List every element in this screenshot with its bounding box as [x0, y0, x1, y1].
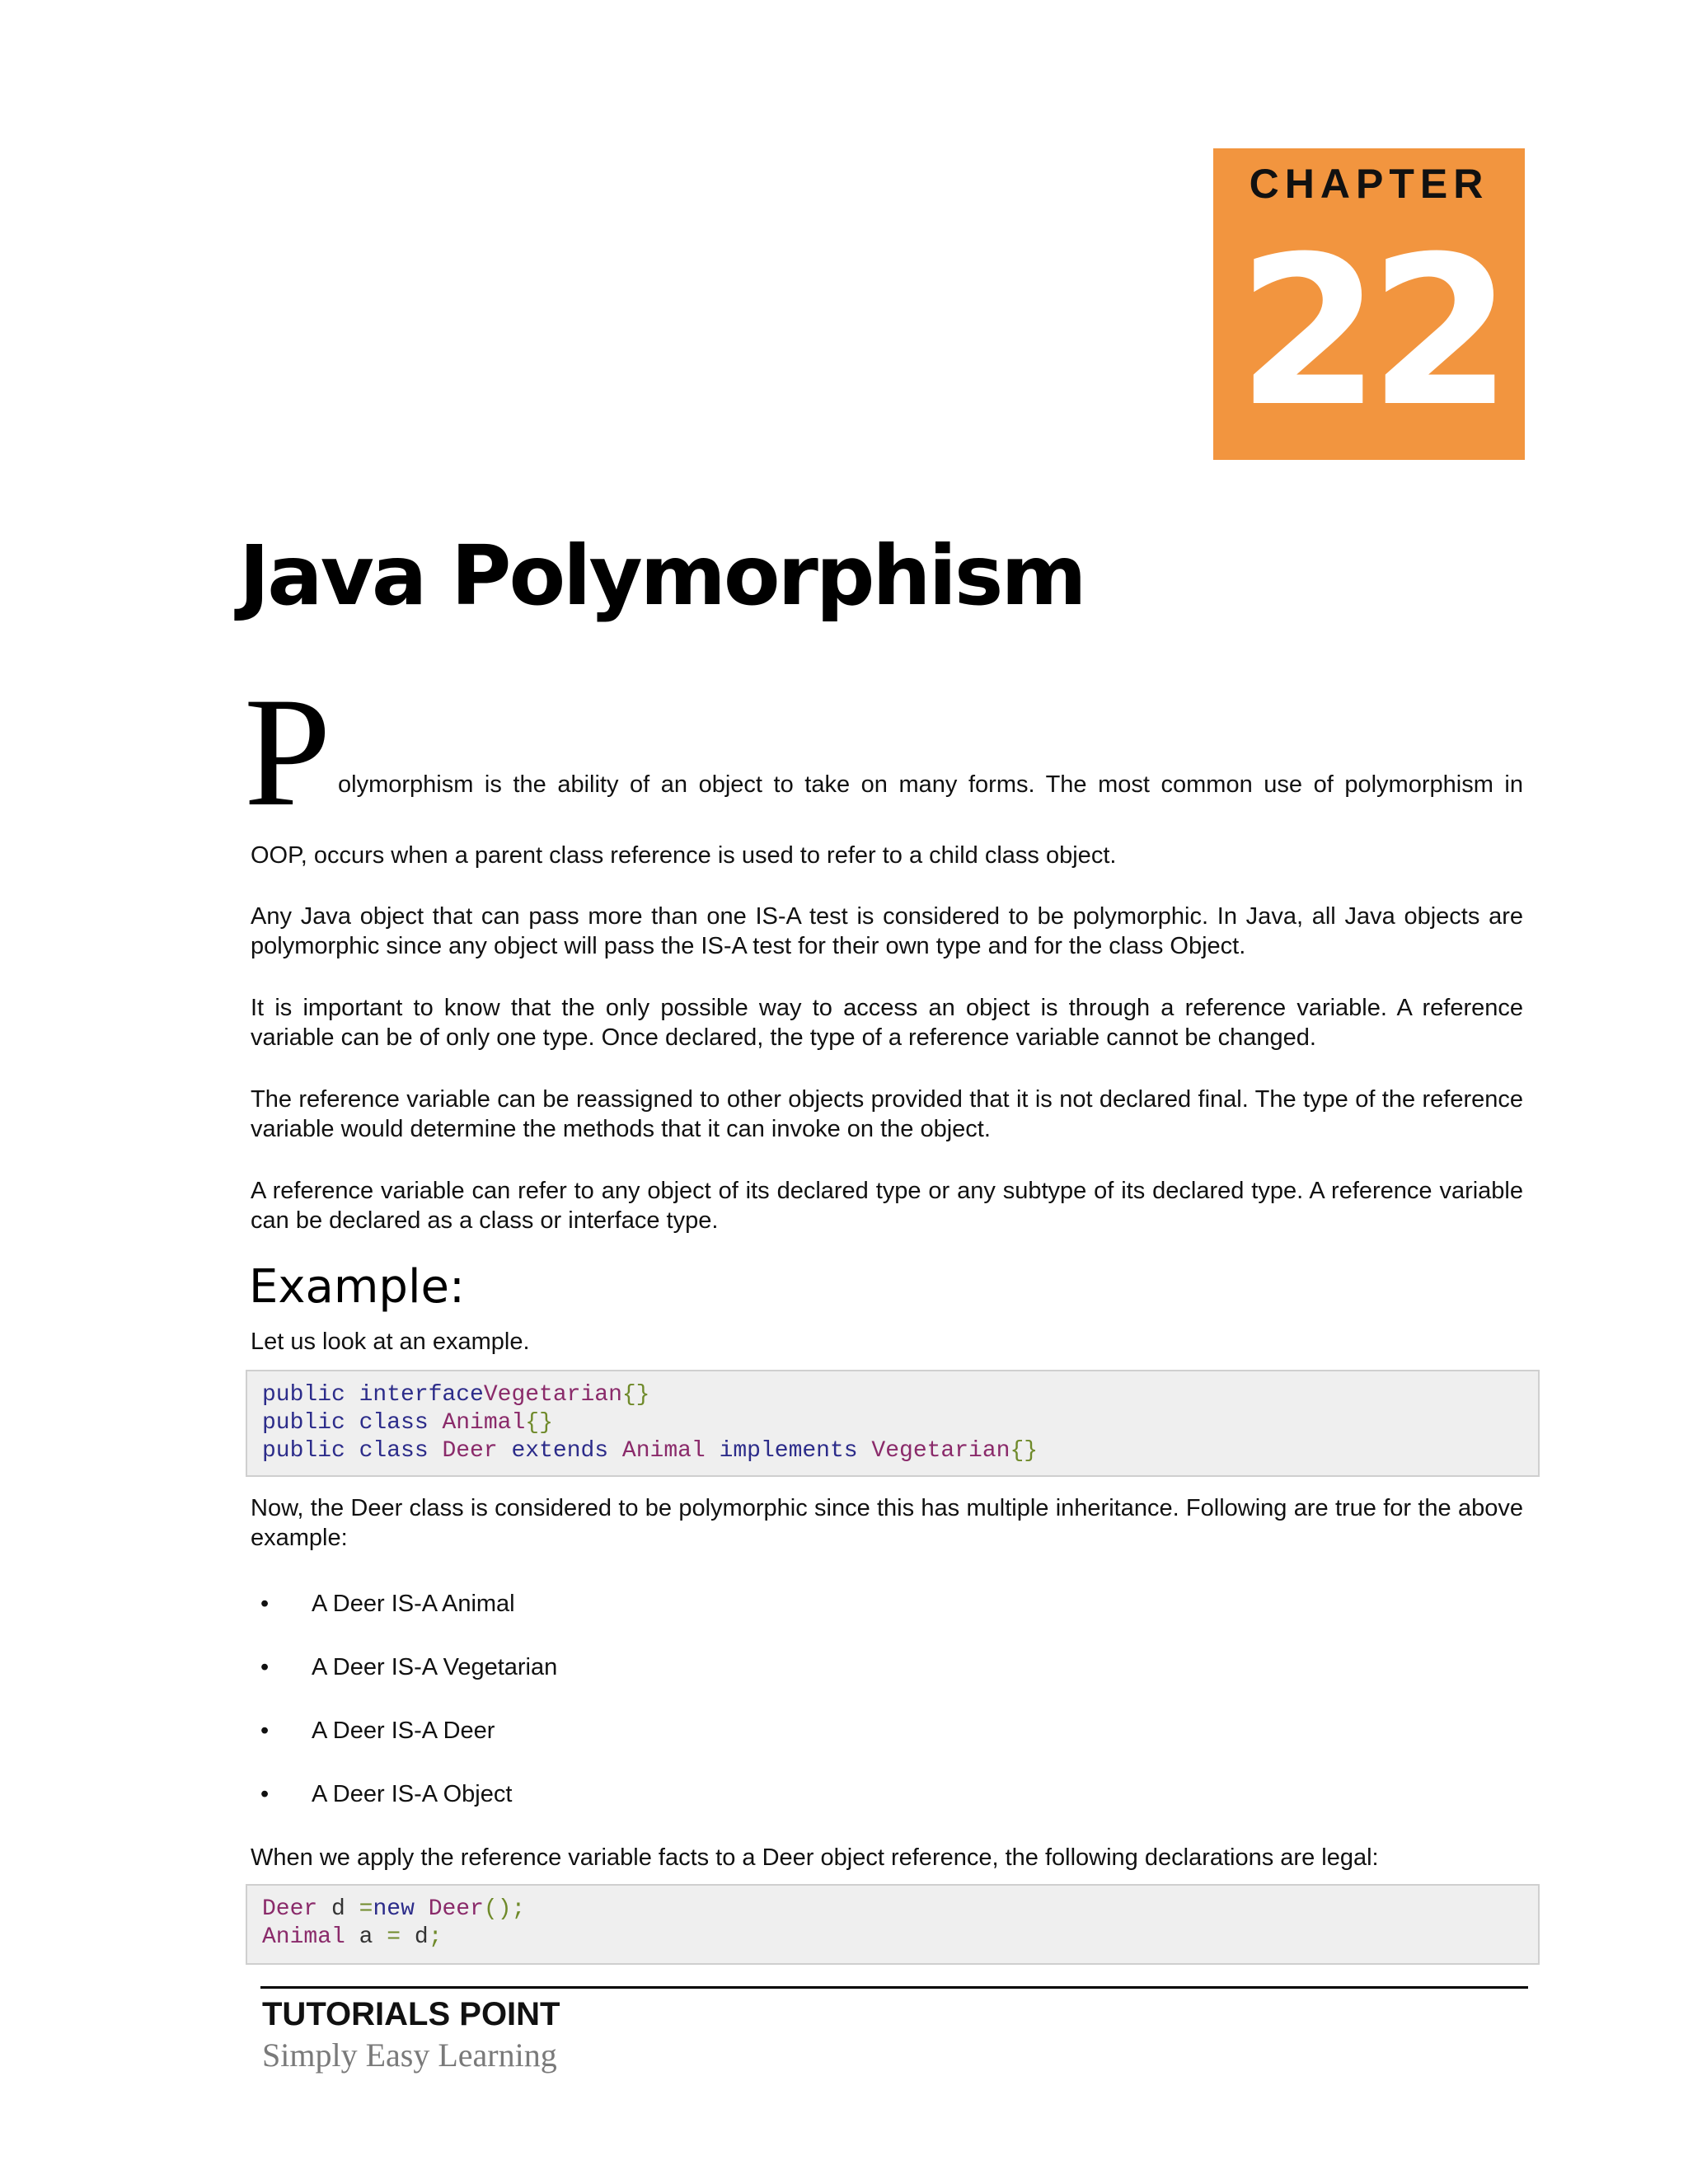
paragraph-reference-variable: It is important to know that the only possible way to access an object is through a reference variable. A reference variable can be of only one type. Once declared, the type of a reference variable cannot be changed.	[251, 995, 1523, 1051]
intro-line-1: olymorphism is the ability of an object to take on many forms. The most common use of polymorphism in	[338, 771, 1523, 798]
code-type: Animal	[262, 1924, 345, 1950]
footer-tagline: Simply Easy Learning	[262, 2036, 557, 2074]
list-item	[251, 1779, 1487, 1843]
paragraph-reassigned: The reference variable can be reassigned to other objects provided that it is not declared final. The type of the reference variable would determine the methods that it can invoke on the object.	[251, 1086, 1523, 1142]
code-type: Vegetarian	[871, 1438, 1010, 1464]
code-line-1	[262, 1896, 525, 1922]
code-punct: ;	[428, 1924, 443, 1950]
bullet-icon: •	[260, 1591, 270, 1617]
code-keyword: new	[373, 1896, 415, 1922]
intro-line-2: OOP, occurs when a parent class reference is used to refer to a child class object.	[251, 842, 1117, 869]
example-heading: Example:	[249, 1260, 465, 1314]
code-type: Animal	[442, 1410, 526, 1436]
list-item-text: A Deer IS-A Animal	[312, 1591, 515, 1617]
footer-divider	[260, 1986, 1528, 1989]
code-keyword: public class	[262, 1438, 429, 1464]
chapter-badge	[1213, 148, 1525, 460]
bullet-icon: •	[260, 1718, 270, 1744]
list-item-text: A Deer IS-A Object	[312, 1781, 513, 1807]
code-punct: ();	[483, 1896, 526, 1922]
code-line-2	[262, 1924, 443, 1950]
code-type: Deer	[262, 1896, 318, 1922]
code-keyword: public class	[262, 1410, 429, 1436]
code-punct: {}	[621, 1382, 650, 1408]
drop-cap: P	[244, 666, 331, 839]
footer-brand: TUTORIALS POINT	[262, 1996, 560, 2032]
code-keyword: implements	[719, 1438, 858, 1464]
code-line-2	[262, 1410, 553, 1436]
page-title: Java Polymorphism	[239, 527, 1085, 624]
code-type: Deer	[428, 1896, 484, 1922]
list-item	[251, 1716, 1487, 1779]
code-type: Vegetarian	[483, 1382, 622, 1408]
code-identifier: d	[414, 1924, 429, 1950]
code-type: Animal	[621, 1438, 706, 1464]
paragraph-is-a: Any Java object that can pass more than one IS-A test is considered to be polymorphic. In Java, all Java objects are polymorphic since any object will pass the IS-A test for their own type and for the class Object.	[251, 903, 1523, 959]
is-a-list	[251, 1589, 1487, 1843]
code-identifier: a	[359, 1924, 373, 1950]
paragraph-deer-polymorphic: Now, the Deer class is considered to be polymorphic since this has multiple inheritance. Following are true for the above example:	[251, 1495, 1523, 1551]
code-operator: =	[359, 1896, 373, 1922]
list-item-text: A Deer IS-A Deer	[312, 1718, 495, 1744]
code-punct: {}	[1010, 1438, 1039, 1464]
code-operator: =	[387, 1924, 401, 1950]
code-block-legal-declarations	[246, 1884, 1540, 1965]
code-keyword: public interface	[262, 1382, 484, 1408]
list-item	[251, 1652, 1487, 1716]
bullet-icon: •	[260, 1781, 270, 1807]
code-punct: {}	[525, 1410, 553, 1436]
code-block-declarations	[246, 1370, 1540, 1477]
paragraph-subtype: A reference variable can refer to any object of its declared type or any subtype of its declared type. A reference variable can be declared as a class or interface type.	[251, 1178, 1523, 1234]
chapter-number: 22	[1237, 212, 1501, 452]
list-item-text: A Deer IS-A Vegetarian	[312, 1654, 558, 1680]
paragraph-declarations-legal: When we apply the reference variable facts to a Deer object reference, the following declarations are legal:	[251, 1844, 1379, 1871]
chapter-label: CHAPTER	[1249, 161, 1489, 207]
code-type: Deer	[442, 1438, 498, 1464]
code-keyword: extends	[511, 1438, 609, 1464]
example-lead: Let us look at an example.	[251, 1329, 530, 1355]
bullet-icon: •	[260, 1654, 270, 1680]
code-line-3	[262, 1438, 1038, 1464]
code-line-1	[262, 1382, 649, 1408]
list-item	[251, 1589, 1487, 1652]
code-identifier: d	[331, 1896, 345, 1922]
